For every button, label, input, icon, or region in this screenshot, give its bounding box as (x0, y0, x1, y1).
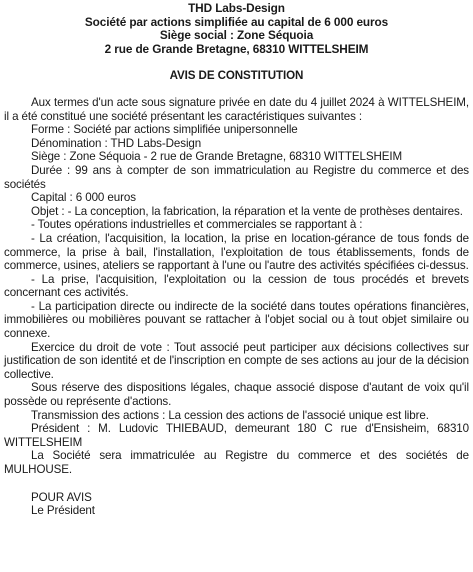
paragraph-form: Forme : Société par actions simplifiée unipersonnelle (31, 123, 298, 137)
paragraph-registration: La Société sera immatriculée au Registre du commerce et des sociétés de MULHOUSE. (4, 449, 469, 476)
company-name: THD Labs-Design (188, 1, 285, 15)
paragraph-object-patents: - La prise, l'acquisition, l'exploitation ou la cession de tous procédés et brevets concernant ces activités. (4, 272, 469, 300)
paragraph-voting-rights: Exercice du droit de vote : Tout associé peut participer aux décisions collectives sur justification de son identité et de l'inscription en compte de ses actions au jour de la décision collective. (4, 340, 469, 381)
paragraph-denomination: Dénomination : THD Labs-Design (31, 136, 202, 150)
notice-body (4, 96, 469, 477)
registered-office: Siège social : Zone Séquoia (159, 28, 314, 43)
paragraph-seat: Siège : Zone Séquoia - 2 rue de Grande Bretagne, 68310 WITTELSHEIM (31, 150, 403, 164)
paragraph-capital: Capital : 6 000 euros (31, 191, 136, 205)
paragraph-president: Président : M. Ludovic THIEBAUD, demeurant 180 C rue d'Ensisheim, 68310 WITTELSHEIM (4, 422, 469, 449)
paragraph-share-transfer: Transmission des actions : La cession des actions de l'associé unique est libre. (31, 408, 429, 422)
company-address: 2 rue de Grande Bretagne, 68310 WITTELSHEIM (104, 41, 369, 56)
notice-closing (4, 491, 469, 518)
notice-header (4, 2, 469, 56)
notice-title: AVIS DE CONSTITUTION (169, 69, 304, 83)
paragraph-object-participation: - La participation directe ou indirecte de la société dans toutes opérations financières, immobilières ou mobilières pouvant se rattacher à l'objet social ou à tout objet similaire ou connexe. (4, 299, 469, 341)
paragraph-duration: Durée : 99 ans à compter de son immatriculation au Registre du commerce et des sociétés (4, 163, 469, 191)
paragraph-object-operations: - Toutes opérations industrielles et commerciales se rapportant à : (31, 218, 363, 232)
legal-notice (4, 2, 469, 518)
company-capital: Société par actions simplifiée au capital de 6 000 euros (84, 14, 389, 29)
paragraph-object-creation: - La création, l'acquisition, la location, la prise en location-gérance de tous fonds de commerce, la prise à bail, l'installation, l'exploitation de tous établissements, fonds de commerce, usines, ateliers se rapportant à l'une ou l'autre des activités spécifiées ci-dessus. (4, 231, 469, 273)
signatory: Le Président (31, 504, 95, 518)
paragraph-votes: Sous réserve des dispositions légales, chaque associé dispose d'autant de voix qu'il possède ou représente d'actions. (4, 381, 469, 409)
paragraph-intro: Aux termes d'un acte sous signature privée en date du 4 juillet 2024 à WITTELSHEIM, il a été constitué une société présentant les caractéristiques suivantes : (4, 95, 469, 123)
paragraph-object: Objet : - La conception, la fabrication, la réparation et la vente de prothèses dentaires. (31, 204, 463, 218)
pour-avis: POUR AVIS (31, 490, 92, 504)
